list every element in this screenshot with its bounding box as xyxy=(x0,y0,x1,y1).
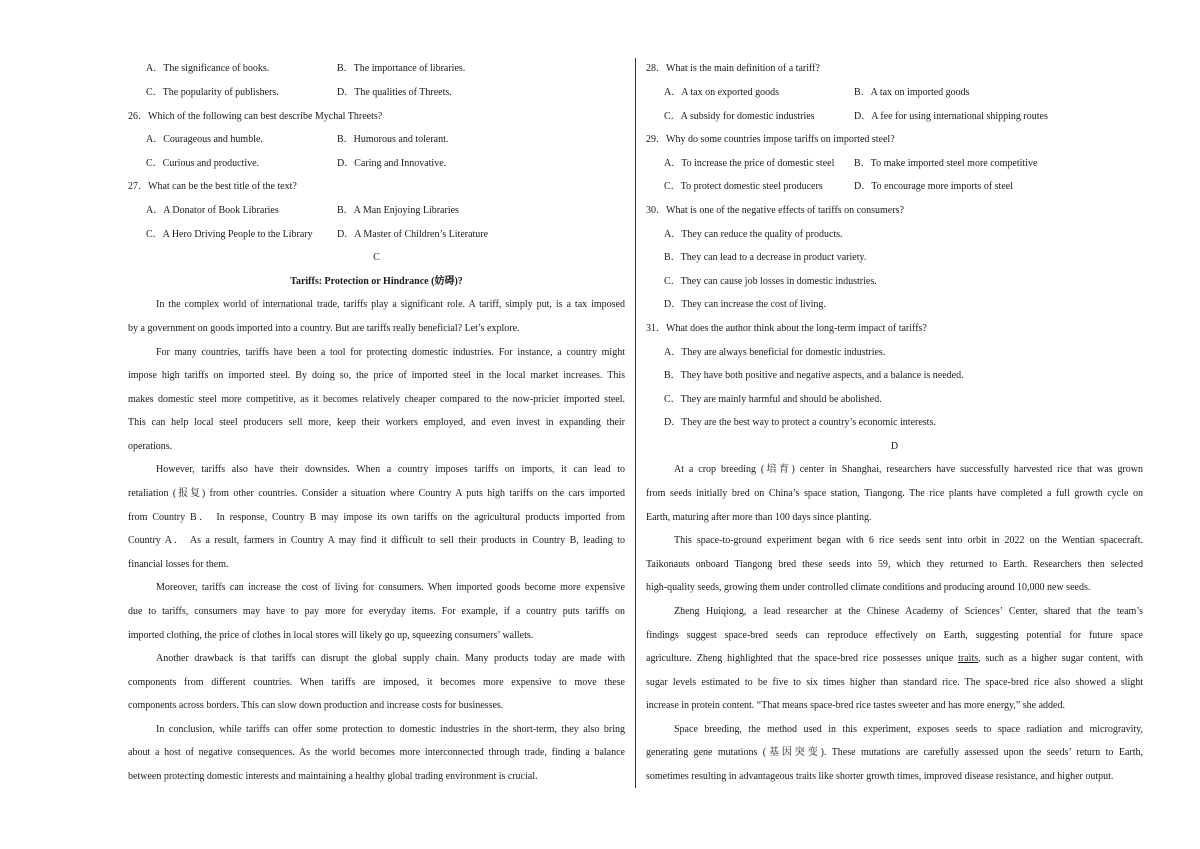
column-divider xyxy=(635,58,636,788)
q31-option-a: A．They are always beneficial for domestic industries. xyxy=(664,347,886,358)
paragraph-line: generating gene mutations (基因突变). These mutations are carefully assessed upon the seeds’ return to Earth, xyxy=(646,747,1143,758)
text-run: agriculture. Zheng highlighted that the space-bred rice possesses unique xyxy=(646,653,959,664)
passage-title: Tariffs: Protection or Hindrance (妨碍)? xyxy=(290,276,463,287)
paragraph-line: financial losses for them. xyxy=(128,559,229,570)
paragraph-line: In the complex world of international trade, tariffs play a significant role. A tariff, simply put, is a tax imposed xyxy=(156,299,625,310)
q30-option-b: B．They can lead to a decrease in product variety. xyxy=(664,252,867,263)
q28-option-c: C．A subsidy for domestic industries xyxy=(664,111,815,122)
underlined-word-traits: traits xyxy=(958,653,979,664)
paragraph-line: imported clothing, the price of clothes in local stores will likely go up, squeezing consumers’ wallets. xyxy=(128,630,534,641)
paragraph-line: impose high tariffs on imported steel. By doing so, the price of imported steel in the local market increases. This xyxy=(128,370,625,381)
q29-option-d: D．To encourage more imports of steel xyxy=(854,181,1013,192)
paragraph-line: from Country B． In response, Country B may impose its own tariffs on the agricultural products imported from xyxy=(128,512,625,523)
paragraph-line: This space-to-ground experiment began with 6 rice seeds sent into orbit in 2022 on the Wentian spacecraft. xyxy=(674,535,1143,546)
paragraph-line: For many countries, tariffs have been a tool for protecting domestic industries. For instance, a country might xyxy=(156,347,625,358)
q31-stem: 31．What does the author think about the long-term impact of tariffs? xyxy=(646,323,927,334)
q29-option-a: A．To increase the price of domestic steel xyxy=(664,158,835,169)
paragraph-line: retaliation (报复) from other countries. Consider a situation where Country A puts high tariffs on the cars imported xyxy=(128,488,625,499)
paragraph-line: Space breeding, the method used in this experiment, exposes seeds to space radiation and microgravity, xyxy=(674,724,1143,735)
paragraph-line: sugar levels estimated to be five to six times higher than standard rice. The space-bred rice also showed a slight xyxy=(646,677,1143,688)
paragraph-line: Moreover, tariffs can increase the cost of living for consumers. When imported goods become more expensive xyxy=(156,582,625,593)
paragraph-line: due to tariffs, consumers may have to pay more for everyday items. For example, if a country puts tariffs on xyxy=(128,606,625,617)
paragraph-line: makes domestic steel more competitive, as it becomes relatively cheaper compared to the now-pricier imported steel. xyxy=(128,394,625,405)
q27-option-b: B．A Man Enjoying Libraries xyxy=(337,205,459,216)
q27-option-c: C．A Hero Driving People to the Library xyxy=(146,229,313,240)
paragraph-line: Country A． As a result, farmers in Country A may find it difficult to sell their products in Country B, leading to xyxy=(128,535,625,546)
q25-option-a: A．The significance of books. xyxy=(146,63,270,74)
paragraph-line: However, tariffs also have their downsides. When a country imposes tariffs on imports, it can lead to xyxy=(156,464,625,475)
q29-option-c: C．To protect domestic steel producers xyxy=(664,181,823,192)
q27-option-d: D．A Master of Children’s Literature xyxy=(337,229,489,240)
q29-option-b: B．To make imported steel more competitive xyxy=(854,158,1038,169)
q29-stem: 29．Why do some countries impose tariffs on imported steel? xyxy=(646,134,895,145)
paragraph-line: Another drawback is that tariffs can disrupt the global supply chain. Many products today are made with xyxy=(156,653,625,664)
q30-option-c: C．They can cause job losses in domestic industries. xyxy=(664,276,877,287)
paragraph-line: components from different countries. When tariffs are imposed, it becomes more expensive to move these xyxy=(128,677,625,688)
paragraph-line: In conclusion, while tariffs can offer some protection to domestic industries in the short-term, they also bring xyxy=(156,724,625,735)
paragraph-line: by a government on goods imported into a country. But are tariffs really beneficial? Let’s explore. xyxy=(128,323,520,334)
paragraph-line: from seeds initially bred on China’s space station, Tiangong. The rice plants have completed a full growth cycle on xyxy=(646,488,1143,499)
paragraph-line: between protecting domestic interests and maintaining a healthy global trading environment is crucial. xyxy=(128,771,538,782)
q30-stem: 30．What is one of the negative effects of tariffs on consumers? xyxy=(646,205,904,216)
q28-option-a: A．A tax on exported goods xyxy=(664,87,779,98)
q27-stem: 27．What can be the best title of the text? xyxy=(128,181,297,192)
q26-option-a: A．Courageous and humble. xyxy=(146,134,263,145)
q31-option-c: C．They are mainly harmful and should be abolished. xyxy=(664,394,882,405)
paragraph-line xyxy=(646,652,1143,666)
q28-option-d: D．A fee for using international shipping routes xyxy=(854,111,1048,122)
paragraph-line: Zheng Huiqiong, a lead researcher at the Chinese Academy of Sciences’ Center, shared that the team’s xyxy=(674,606,1143,617)
paragraph-line: findings suggest space-bred seeds can reproduce effectively on Earth, suggesting potential for future space xyxy=(646,630,1143,641)
paragraph-line: Earth, maturing after more than 100 days since planting. xyxy=(646,512,872,523)
section-d-label: D xyxy=(890,441,899,452)
q28-stem: 28．What is the main definition of a tariff? xyxy=(646,63,820,74)
paragraph-line: operations. xyxy=(128,441,173,452)
q25-option-d: D．The qualities of Threets. xyxy=(337,87,452,98)
paragraph-line: increase in protein content. “That means space-bred rice tastes sweeter and has more energy,” she added. xyxy=(646,700,1065,711)
section-c-label: C xyxy=(373,252,380,263)
q26-option-c: C．Curious and productive. xyxy=(146,158,260,169)
q25-option-b: B．The importance of libraries. xyxy=(337,63,466,74)
q25-option-c: C．The popularity of publishers. xyxy=(146,87,279,98)
paragraph-line: high-quality seeds, growing them under controlled climate conditions and producing around 10,000 new seeds. xyxy=(646,582,1091,593)
text-run: , such as a higher sugar content, with xyxy=(978,653,1143,664)
q31-option-d: D．They are the best way to protect a country’s economic interests. xyxy=(664,417,936,428)
q26-option-b: B．Humorous and tolerant. xyxy=(337,134,449,145)
q26-option-d: D．Caring and Innovative. xyxy=(337,158,447,169)
q31-option-b: B．They have both positive and negative aspects, and a balance is needed. xyxy=(664,370,964,381)
q30-option-a: A．They can reduce the quality of products. xyxy=(664,229,843,240)
paragraph-line: At a crop breeding (培育) center in Shanghai, researchers have successfully harvested rice that was grown xyxy=(674,464,1143,475)
paragraph-line: Taikonauts onboard Tiangong bred these seeds into 59, which they returned to Earth. Researchers then selected xyxy=(646,559,1143,570)
q30-option-d: D．They can increase the cost of living. xyxy=(664,299,826,310)
paragraph-line: components across borders. This can slow down production and increase costs for businesses. xyxy=(128,700,504,711)
paragraph-line: This can help local steel producers sell more, keep their workers employed, and even invest in expanding their xyxy=(128,417,625,428)
paragraph-line: about a host of negative consequences. As the world becomes more interconnected through trade, finding a balance xyxy=(128,747,625,758)
q28-option-b: B．A tax on imported goods xyxy=(854,87,970,98)
q27-option-a: A．A Donator of Book Libraries xyxy=(146,205,279,216)
q26-stem: 26．Which of the following can best describe Mychal Threets? xyxy=(128,111,383,122)
paragraph-line: sometimes resulting in advantageous traits like shorter growth times, improved disease resistance, and higher output. xyxy=(646,771,1114,782)
